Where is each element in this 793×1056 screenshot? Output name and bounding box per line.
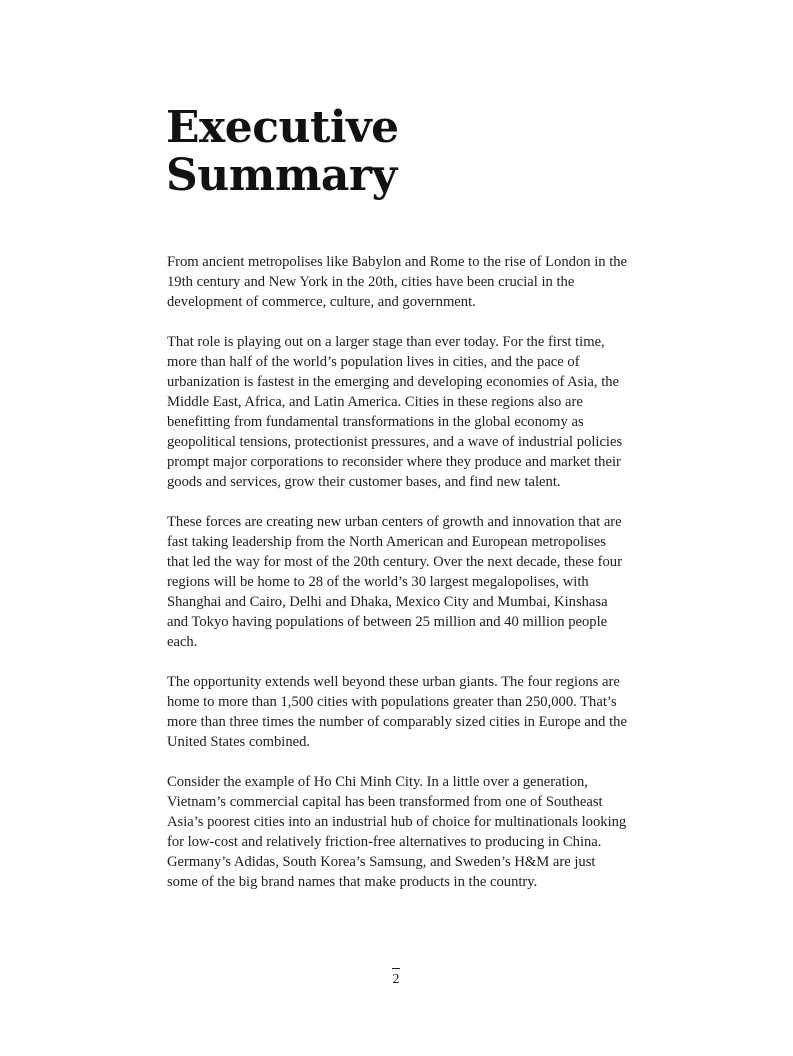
body-text bbox=[167, 252, 629, 912]
page-footer bbox=[376, 962, 416, 989]
paragraph: Consider the example of Ho Chi Minh City. In a little over a generation, Vietnam’s commercial capital has been transformed from one of Southeast Asia’s poorest cities into an industrial hub of choice for multinationals looking for low-cost and relatively friction-free alternatives to producing in China. Germany’s Adidas, South Korea’s Samsung, and Sweden’s H&M are just some of the big brand names that make products in the country. bbox=[167, 774, 627, 890]
page-title bbox=[166, 104, 626, 200]
page-title-line-1: Executive bbox=[166, 102, 399, 153]
paragraph: From ancient metropolises like Babylon and Rome to the rise of London in the 19th century and New York in the 20th, cities have been crucial in the development of commerce, culture, and government. bbox=[167, 254, 628, 310]
paragraph: That role is playing out on a larger stage than ever today. For the first time, more than half of the world’s population lives in cities, and the pace of urbanization is fastest in the emerging and developing economies of Asia, the Middle East, Africa, and Latin America. Cities in these regions also are benefitting from fundamental transformations in the global economy as geopolitical tensions, protectionist pressures, and a wave of industrial policies prompt major corporations to reconsider where they produce and market their goods and services, grow their customer bases, and find new talent. bbox=[167, 334, 623, 490]
page-number: 2 bbox=[392, 972, 400, 987]
paragraph: The opportunity extends well beyond these urban giants. The four regions are home to more than 1,500 cities with populations greater than 250,000. That’s more than three times the number of comparably sized cities in Europe and the United States combined. bbox=[167, 674, 627, 750]
paragraph: These forces are creating new urban centers of growth and innovation that are fast taking leadership from the North American and European metropolises that led the way for most of the 20th century. Over the next decade, these four regions will be home to 28 of the world’s 30 largest megalopolises, with Shanghai and Cairo, Delhi and Dhaka, Mexico City and Mumbai, Kinshasa and Tokyo having populations of between 25 million and 40 million people each. bbox=[167, 514, 622, 650]
page-title-line-2: Summary bbox=[166, 150, 397, 201]
page-number-rule bbox=[392, 968, 400, 969]
